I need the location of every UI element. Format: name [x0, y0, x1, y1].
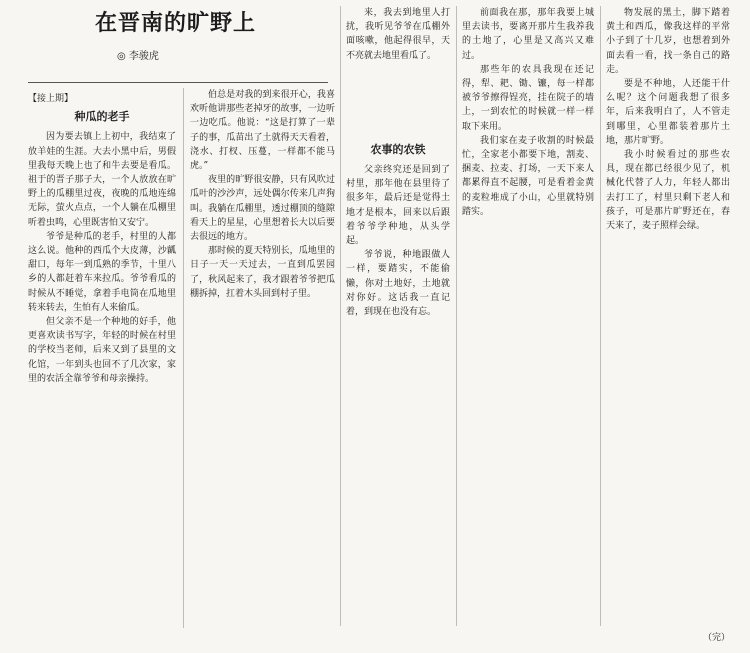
section-heading: 种瓜的老手 — [74, 110, 130, 124]
paragraph: 我小时候看过的那些农具，现在都已经很少见了，机械化代替了人力，年轻人都出去打工了，村里只剩下老人和孩子，可是那片旷野还在，春天来了，麦子照样会绿。 — [606, 150, 730, 232]
paragraph: 那时候的夏天特别长，瓜地里的日子一天一天过去，一直到瓜罢园了，秋风起来了，我才跟着爷爷把瓜棚拆掉，扛着木头回到村子里。 — [190, 246, 335, 299]
column-divider — [456, 6, 457, 626]
paragraph: 爷爷说，种地跟做人一样，要踏实，不能偷懒，你对土地好，土地就对你好。这话我一直记着，到现在也没有忘。 — [346, 250, 450, 318]
paragraph: 那些年的农具我现在还记得，犁、耙、锄、镰，每一样都被爷爷擦得锃亮，挂在院子的墙上，一到农忙的时候就一样一样取下来用。 — [462, 64, 594, 132]
column-divider — [340, 6, 341, 626]
end-mark: （完） — [702, 633, 730, 643]
paragraph: 因为要去镇上上初中，我结束了放羊娃的生涯。大去小黑中后，男假里我每天晚上也了和牛去要是看瓜。祖于的晋子那子大，一个人放放在旷野上的瓜棚里过夜，夜晚的瓜地连绵无际，萤火点点，一个人躺在瓜棚里听着虫鸣，心里既害怕又安宁。 — [28, 132, 176, 228]
article-byline: ◎ 李骏虎 — [117, 51, 159, 62]
column-divider — [600, 6, 601, 626]
text-column-5 — [606, 6, 730, 616]
continued-label: 【接上期】 — [28, 94, 74, 104]
section-heading: 农事的农铁 — [370, 142, 426, 156]
text-column-3 — [346, 6, 450, 626]
title-rule — [28, 82, 328, 83]
paragraph: 父亲终究还是回到了村里，那年他在县里待了很多年，最后还是觉得土地才是根本，回来以后跟着爷爷学种地，从头学起。 — [346, 165, 450, 247]
paragraph: 要是不种地，人还能干什么呢？这个问题我想了很多年，后来我明白了，人不管走到哪里，心里都装着那片土地，那片旷野。 — [606, 79, 730, 146]
text-column-2 — [190, 88, 335, 628]
title-block — [95, 6, 325, 62]
paragraph: 但父亲不是一个种地的好手，他更喜欢读书写字，年轻的时候在村里的学校当老师，后来又到了县里的文化馆，一年到头也回不了几次家，家里的农活全靠爷爷和母亲操持。 — [28, 317, 176, 384]
paragraph: 夜里的旷野很安静，只有风吹过瓜叶的沙沙声，远处偶尔传来几声狗叫。我躺在瓜棚里，透过棚顶的缝隙看天上的星星，心里想着长大以后要去很远的地方。 — [190, 175, 335, 243]
paragraph: 前面我在那，那年我要上城里去读书，要离开那片生我养我的土地了，心里是又高兴又难过。 — [462, 8, 594, 61]
text-column-4 — [462, 6, 594, 626]
paragraph: 物发展的黑土，脚下踏着黄土和西瓜，像我这样的平常小子到了十几岁，也想着到外面去看一看，找一条自己的路走。 — [606, 8, 730, 75]
paragraph: 我们家在麦子收割的时候最忙，全家老小都要下地，割麦、捆麦、拉麦、打场，一天下来人都累得直不起腰，可是看着金黄的麦粒堆成了小山，心里就特别踏实。 — [462, 135, 594, 217]
paragraph: 伯总是对我的到来很开心，我喜欢听他讲那些老掉牙的故事，一边听一边吃瓜。他说：“这是打算了一辈子的事，瓜苗出了土就得天天看着，浇水、打杈、压蔓，一样都不能马虎。” — [190, 90, 335, 172]
column-divider — [183, 88, 184, 628]
article-title: 在晋南的旷野上 — [95, 10, 257, 36]
paragraph: 爷爷是种瓜的老手，村里的人都这么说。他种的西瓜个大皮薄，沙瓤甜口，每年一到瓜熟的季节，十里八乡的人都赶着车来拉瓜。爷爷看瓜的时候从不睡觉，拿着手电筒在瓜地里转来转去，生怕有人来偷瓜。 — [28, 231, 176, 313]
text-column-1 — [28, 88, 176, 628]
paragraph: 来，我去到地里人打扰，我听见爷爷在瓜棚外面咳嗽，他起得很早，天不亮就去地里看瓜了。 — [346, 8, 450, 61]
